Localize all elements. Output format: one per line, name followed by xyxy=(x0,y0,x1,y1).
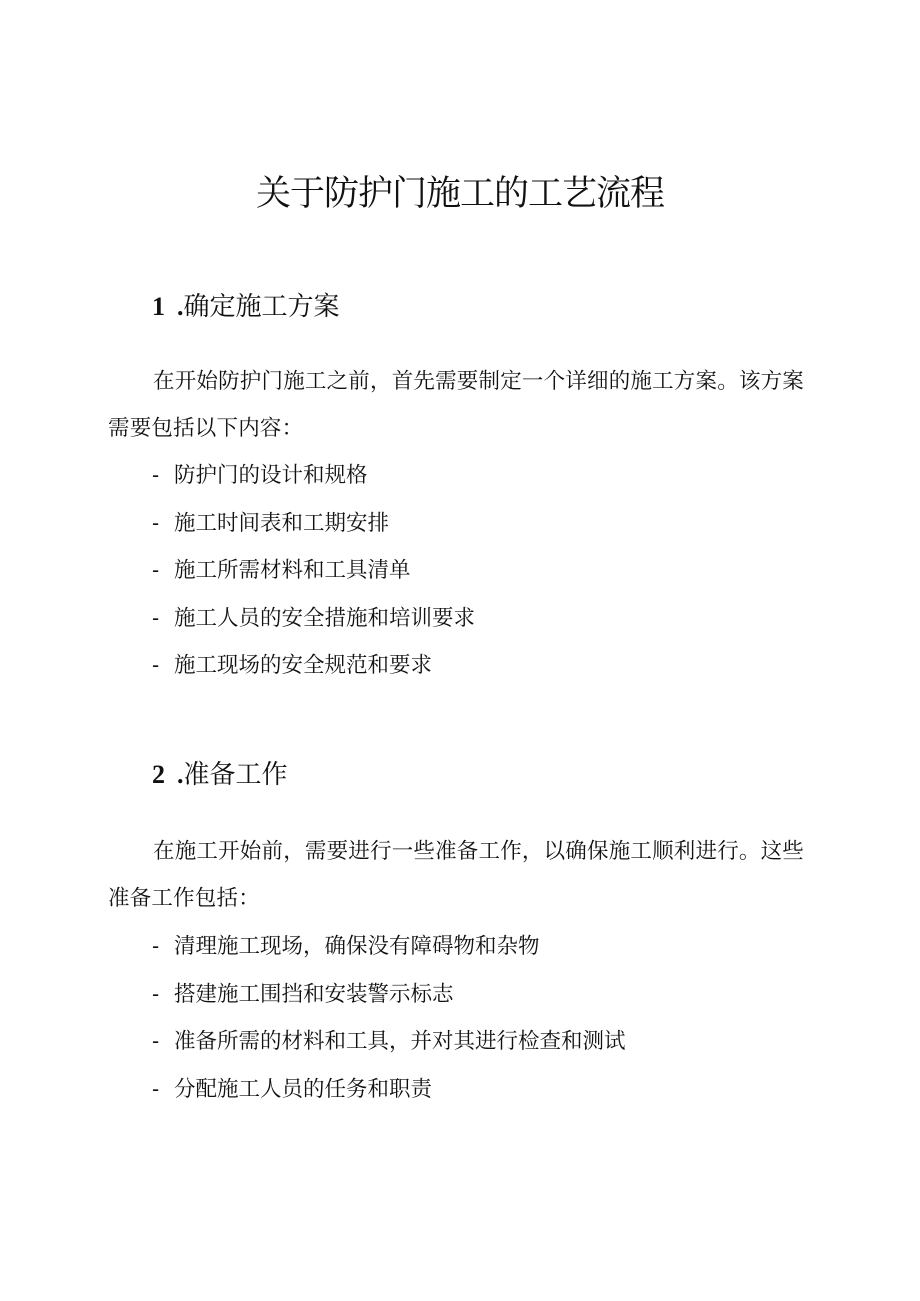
list-item-text: 施工所需材料和工具清单 xyxy=(174,558,411,583)
bullet-dash: - xyxy=(152,1029,160,1053)
bullet-dash: - xyxy=(152,605,160,630)
bullet-dash: - xyxy=(152,653,160,677)
list-item-text: 施工时间表和工期安排 xyxy=(174,510,390,536)
list-item-text: 施工人员的安全措施和培训要求 xyxy=(174,605,476,631)
list-item xyxy=(152,1066,626,1114)
bullet-dash: - xyxy=(152,1076,160,1101)
list-item-text: 防护门的设计和规格 xyxy=(174,463,368,488)
section-heading xyxy=(152,757,288,793)
list-item-text: 搭建施工围挡和安装警示标志 xyxy=(174,981,454,1007)
bullet-dash: - xyxy=(152,934,160,958)
list-item xyxy=(152,452,475,500)
bullet-dash: - xyxy=(152,558,160,582)
list-item-text: 施工现场的安全规范和要求 xyxy=(174,653,433,678)
list-item xyxy=(152,595,475,643)
list-item-text: 清理施工现场，确保没有障碍物和杂物 xyxy=(174,934,540,959)
document-title: 关于防护门施工的工艺流程 xyxy=(255,174,664,214)
section-number: 1 xyxy=(152,292,165,321)
bullet-list xyxy=(152,923,626,1113)
list-item-text: 分配施工人员的任务和职责 xyxy=(174,1076,433,1102)
bullet-dash: - xyxy=(152,463,160,487)
list-item xyxy=(152,547,475,595)
bullet-list xyxy=(152,452,475,690)
section-intro: 在施工开始前，需要进行一些准备工作，以确保施工顺利进行。这些准备工作包括： xyxy=(108,839,805,911)
bullet-dash: - xyxy=(152,510,160,535)
list-item-text: 准备所需的材料和工具，并对其进行检查和测试 xyxy=(174,1029,626,1054)
section-title: 确定施工方案 xyxy=(183,292,340,322)
section-heading xyxy=(152,289,340,325)
bullet-dash: - xyxy=(152,981,160,1006)
section-number: 2 xyxy=(152,760,165,789)
section-intro: 在开始防护门施工之前，首先需要制定一个详细的施工方案。该方案需要包括以下内容： xyxy=(108,369,805,441)
list-item xyxy=(152,971,626,1019)
section-title: 准备工作 xyxy=(183,760,288,790)
list-item xyxy=(152,642,475,690)
section-number-dot: . xyxy=(177,292,184,321)
list-item xyxy=(152,923,626,971)
section-number-dot: . xyxy=(177,760,184,789)
list-item xyxy=(152,500,475,548)
list-item xyxy=(152,1018,626,1066)
